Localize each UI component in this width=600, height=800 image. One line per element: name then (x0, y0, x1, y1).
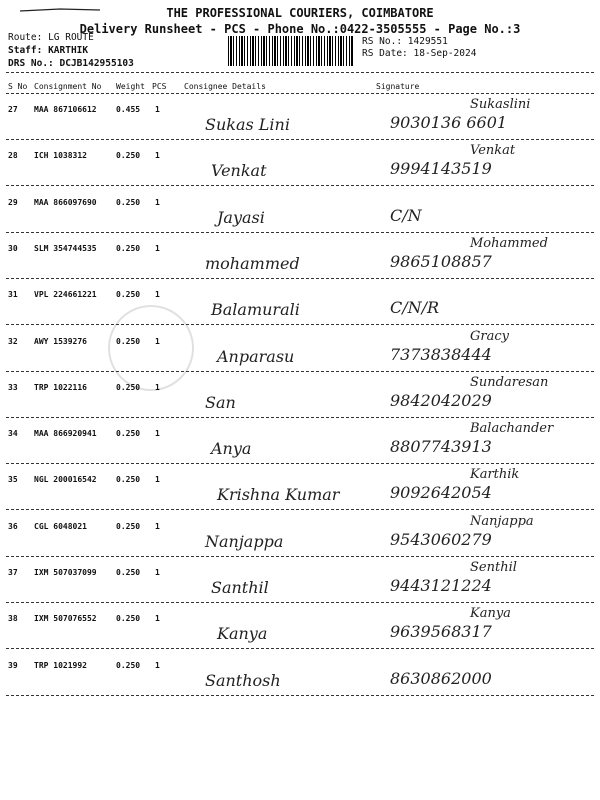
signature-name-note: Sukaslini (470, 97, 531, 112)
consignee-handwritten-name: Anya (211, 439, 252, 459)
signature-name-note: Senthil (470, 560, 517, 575)
consignee-handwritten-name: Jayasi (217, 207, 265, 227)
row-pcs: 1 (155, 568, 160, 577)
col-header-pcs: PCS (152, 82, 167, 91)
row-divider (6, 695, 594, 696)
row-divider (6, 648, 594, 649)
row-divider (6, 417, 594, 418)
drs-info: DRS No.: DCJB142955103 (8, 58, 134, 69)
table-row (0, 373, 600, 419)
row-weight: 0.250 (116, 382, 141, 392)
row-sno: 27 (8, 105, 18, 114)
row-pcs: 1 (155, 429, 160, 439)
row-weight: 0.250 (116, 614, 141, 624)
row-weight: 0.455 (116, 105, 141, 114)
signature-name-note: Kanya (470, 606, 511, 622)
row-sno: 34 (8, 429, 18, 439)
table-row (0, 465, 600, 511)
row-pcs: 1 (155, 290, 160, 300)
signature-name-note: Mohammed (470, 235, 548, 251)
table-row (0, 651, 600, 697)
row-sno: 39 (8, 660, 18, 670)
signature-name-note: Nanjappa (470, 513, 534, 529)
row-sno: 28 (8, 151, 18, 161)
row-pcs: 1 (155, 614, 160, 624)
row-weight: 0.250 (116, 290, 141, 300)
row-consignment-no: SLM 354744535 (34, 243, 97, 253)
signature-mobile-number: 9865108857 (390, 251, 492, 271)
row-divider (6, 602, 594, 603)
row-sno: 36 (8, 521, 18, 531)
document-title: THE PROFESSIONAL COURIERS, COIMBATORE (166, 6, 434, 20)
row-divider (6, 278, 594, 279)
col-header-sno: S No (8, 82, 28, 91)
row-divider (6, 509, 594, 510)
consignee-handwritten-name: Anparasu (217, 346, 295, 366)
row-consignment-no: AWY 1539276 (34, 336, 87, 346)
rs-date: RS Date: 18-Sep-2024 (362, 48, 477, 59)
row-pcs: 1 (155, 151, 160, 161)
signature-name-note: Sundaresan (470, 374, 549, 390)
signature-mobile-number: 9092642054 (390, 483, 492, 503)
signature-mobile-number: C/N/R (390, 298, 440, 318)
row-divider (6, 463, 594, 464)
table-row (0, 327, 600, 373)
signature-mobile-number: 9994143519 (390, 159, 492, 179)
row-consignment-no: MAA 866920941 (34, 429, 97, 439)
row-weight: 0.250 (116, 336, 141, 346)
signature-mobile-number: 7373838444 (390, 344, 492, 364)
route-info: Route: LG ROUTE (8, 32, 94, 43)
row-consignment-no: NGL 200016542 (34, 475, 97, 485)
row-sno: 38 (8, 614, 18, 624)
signature-mobile-number: 8807743913 (390, 437, 492, 457)
signature-name-note: Karthik (470, 467, 520, 483)
signature-mobile-number: 8630862000 (390, 668, 492, 688)
row-sno: 31 (8, 290, 18, 300)
header-divider (6, 72, 594, 73)
row-divider (6, 556, 594, 557)
row-weight: 0.250 (116, 243, 141, 253)
consignee-handwritten-name: Venkat (211, 161, 267, 181)
row-consignment-no: TRP 1022116 (34, 382, 87, 392)
table-row (0, 234, 600, 280)
col-header-weight: Weight (116, 82, 145, 91)
consignee-handwritten-name: Kanya (217, 624, 268, 644)
row-weight: 0.250 (116, 475, 141, 485)
row-pcs: 1 (155, 105, 160, 114)
row-consignment-no: MAA 866097690 (34, 197, 97, 207)
row-sno: 32 (8, 336, 18, 346)
row-divider (6, 139, 594, 140)
row-consignment-no: CGL 6048021 (34, 521, 87, 531)
row-consignment-no: ICH 1038312 (34, 151, 87, 161)
row-pcs: 1 (155, 521, 160, 531)
row-weight: 0.250 (116, 521, 141, 531)
table-row (0, 141, 600, 187)
consignee-handwritten-name: San (205, 392, 236, 412)
row-sno: 35 (8, 475, 18, 485)
row-divider (6, 232, 594, 233)
row-sno: 30 (8, 243, 18, 253)
consignee-handwritten-name: Balamurali (211, 300, 300, 320)
col-header-consignment: Consignment No (34, 82, 102, 91)
row-divider (6, 185, 594, 186)
row-pcs: 1 (155, 336, 160, 346)
row-pcs: 1 (155, 660, 160, 670)
consignee-handwritten-name: Santhil (211, 578, 269, 597)
row-consignment-no: VPL 224661221 (34, 290, 97, 300)
consignee-handwritten-name: Nanjappa (205, 531, 284, 551)
row-pcs: 1 (155, 197, 160, 207)
col-header-consignee: Consignee Details (184, 82, 266, 91)
signature-mobile-number: 9030136 6601 (390, 113, 508, 132)
table-row (0, 419, 600, 465)
row-weight: 0.250 (116, 197, 141, 207)
row-divider (6, 324, 594, 325)
row-sno: 33 (8, 382, 18, 392)
row-weight: 0.250 (116, 660, 141, 670)
table-row (0, 604, 600, 650)
rs-number: RS No.: 1429551 (362, 36, 448, 47)
staff-info: Staff: KARTHIK (8, 45, 89, 56)
row-consignment-no: IXM 507037099 (34, 568, 97, 577)
consignee-handwritten-name: Krishna Kumar (217, 485, 340, 505)
consignee-handwritten-name: Sukas Lini (205, 115, 290, 134)
document-subtitle: Delivery Runsheet - PCS - Phone No.:0422-3505555 - Page No.:3 (79, 22, 521, 36)
signature-name-note: Balachander (470, 421, 554, 437)
col-header-signature: Signature (376, 82, 420, 91)
row-weight: 0.250 (116, 429, 141, 439)
consignee-handwritten-name: mohammed (205, 253, 300, 273)
row-weight: 0.250 (116, 151, 141, 161)
column-header-divider (6, 93, 594, 94)
table-row (0, 95, 600, 141)
row-pcs: 1 (155, 382, 160, 392)
signature-name-note: Gracy (470, 328, 509, 344)
signature-mobile-number: C/N (390, 205, 422, 225)
barcode (228, 36, 354, 66)
row-pcs: 1 (155, 243, 160, 253)
table-row (0, 188, 600, 234)
row-sno: 37 (8, 568, 18, 577)
table-row (0, 512, 600, 558)
signature-mobile-number: 9639568317 (390, 622, 492, 642)
row-divider (6, 371, 594, 372)
row-pcs: 1 (155, 475, 160, 485)
consignee-handwritten-name: Santhosh (205, 670, 281, 690)
signature-mobile-number: 9543060279 (390, 529, 492, 549)
table-row (0, 280, 600, 326)
table-row (0, 558, 600, 604)
row-sno: 29 (8, 197, 18, 207)
signature-name-note: Venkat (470, 143, 516, 159)
signature-mobile-number: 9842042029 (390, 390, 492, 410)
row-weight: 0.250 (116, 568, 141, 577)
row-consignment-no: TRP 1021992 (34, 660, 87, 670)
signature-mobile-number: 9443121224 (390, 576, 492, 595)
row-consignment-no: IXM 507076552 (34, 614, 97, 624)
row-consignment-no: MAA 867106612 (34, 105, 97, 114)
